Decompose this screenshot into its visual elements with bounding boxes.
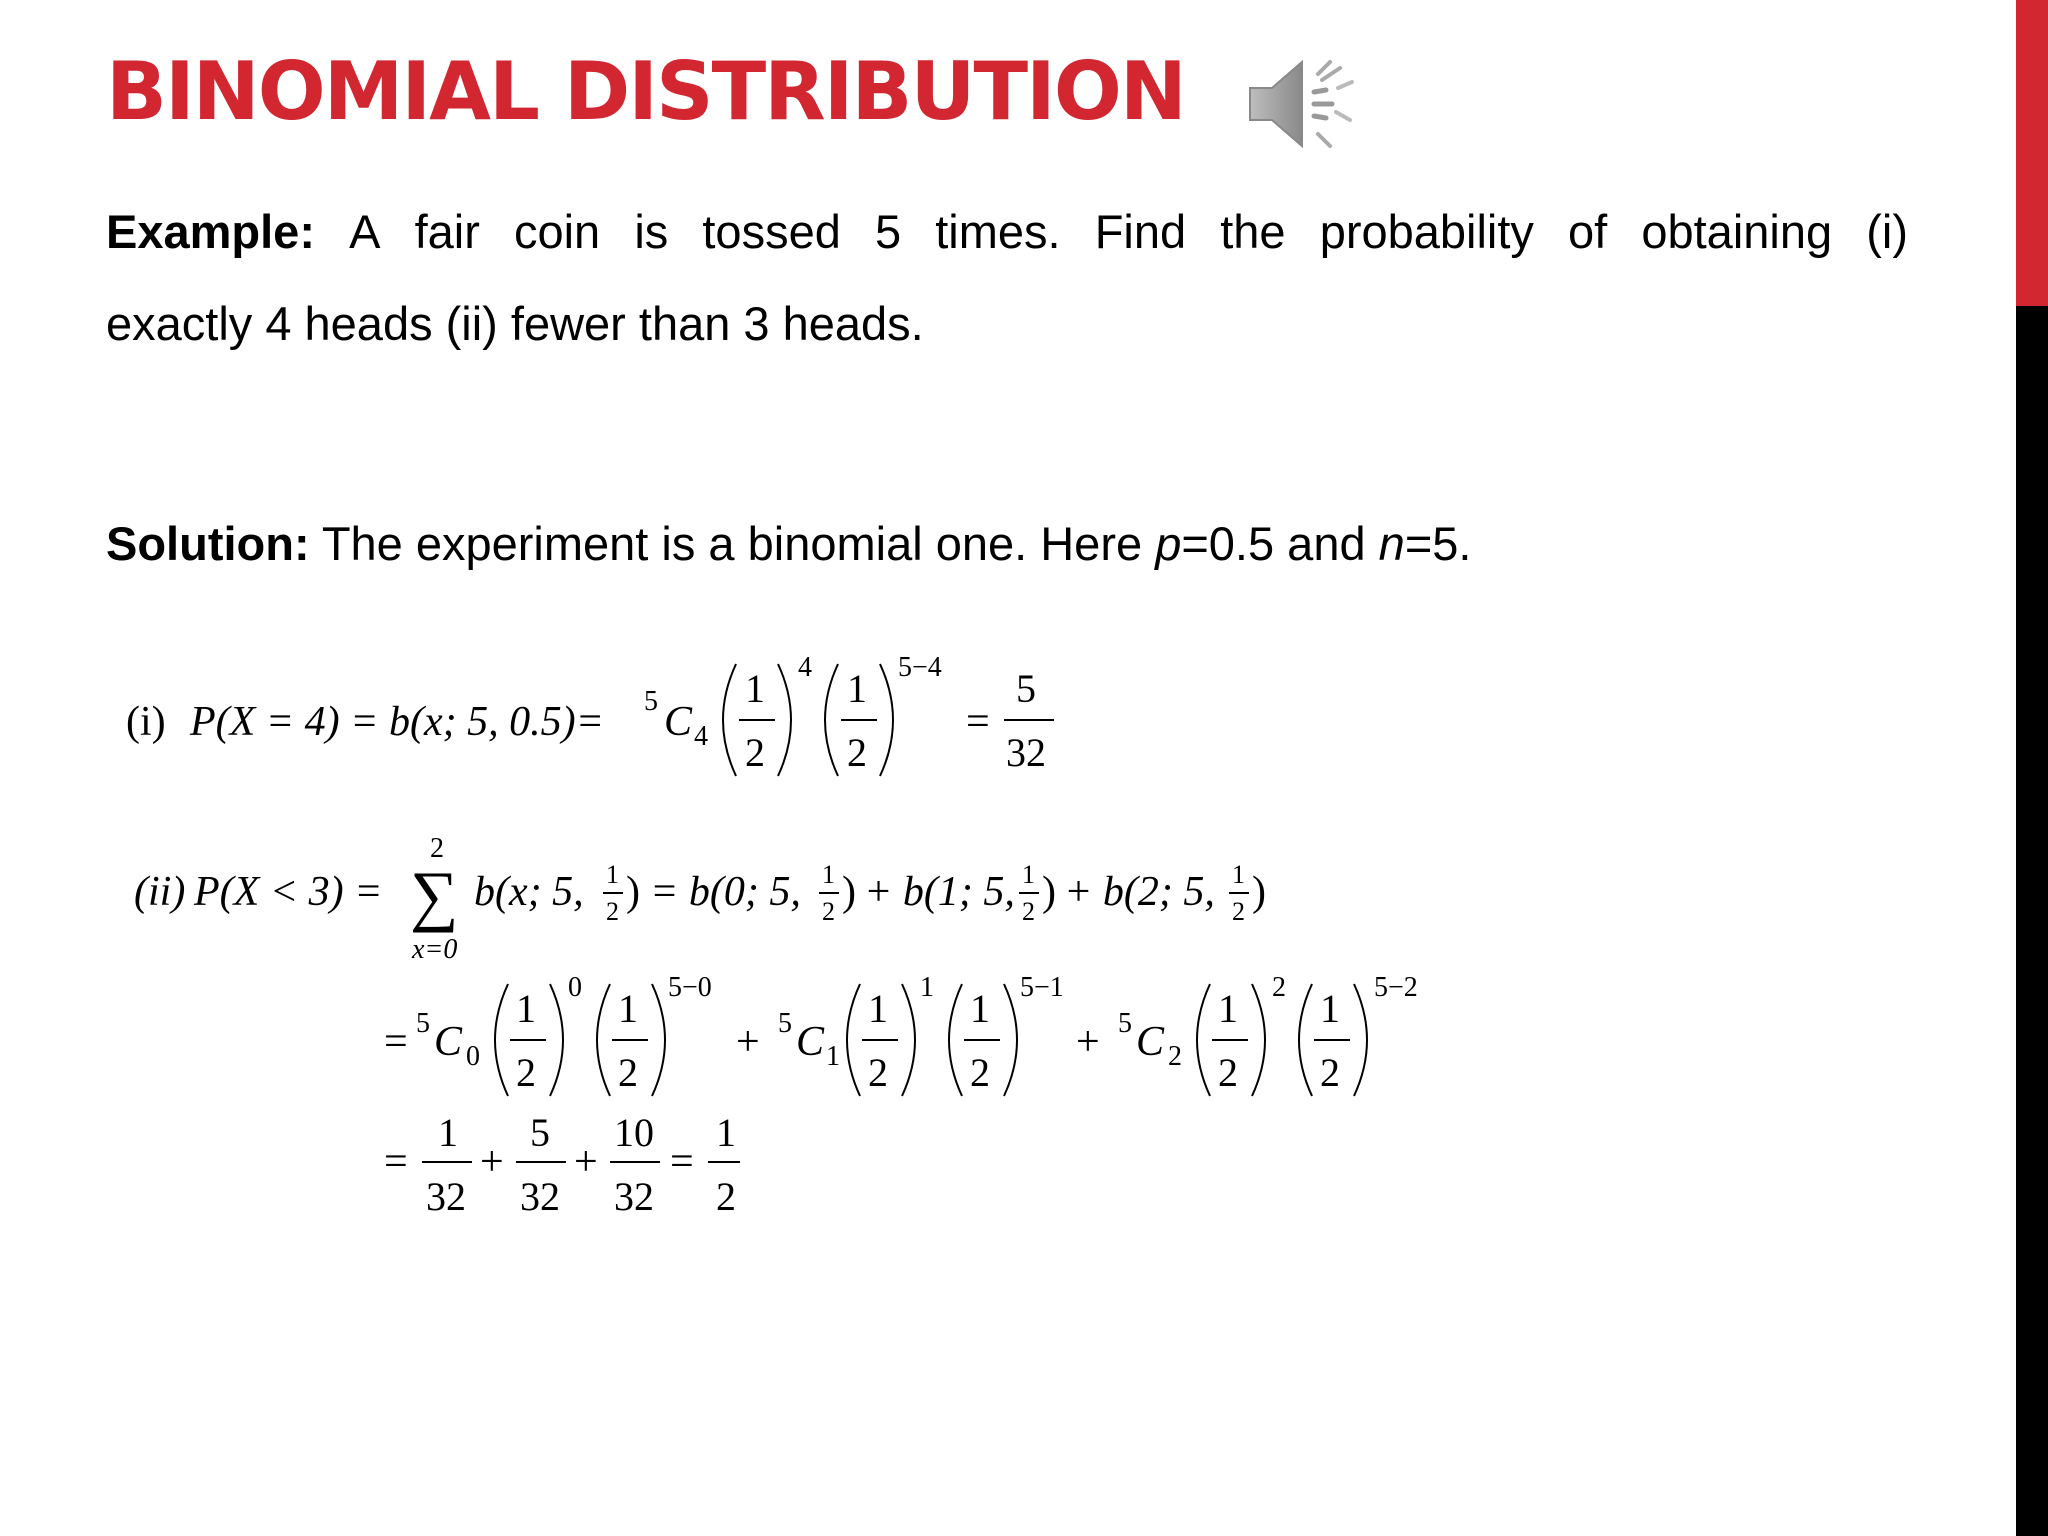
- half-den: 2: [618, 1050, 638, 1095]
- half-num: 1: [868, 986, 888, 1031]
- left-paren: [825, 664, 838, 776]
- left-paren: [495, 984, 508, 1096]
- right-paren: [1252, 984, 1265, 1096]
- half-num: 1: [1320, 986, 1340, 1031]
- eq1-frac1-num: 1: [745, 666, 765, 711]
- example-word: (i): [1866, 205, 1908, 258]
- example-word: Find: [1094, 205, 1187, 258]
- close-paren: ): [1042, 869, 1056, 915]
- eq1-exp1: 4: [798, 652, 812, 683]
- comb-k: 0: [466, 1041, 480, 1072]
- eq2-term-3: + b(2; 5,: [1064, 869, 1215, 915]
- p-value: =0.5: [1181, 517, 1275, 570]
- exp-1: 0: [568, 972, 582, 1003]
- final-den: 2: [716, 1174, 736, 1219]
- half-num: 1: [822, 860, 835, 889]
- half-num: 1: [606, 860, 619, 889]
- eq1-result-num: 5: [1016, 666, 1036, 711]
- n-value: =5.: [1404, 517, 1472, 570]
- example-word: the: [1220, 205, 1286, 258]
- solution-body: The experiment is a binomial one. Here: [309, 517, 1156, 570]
- eq1-comb-k: 4: [694, 721, 708, 752]
- example-word: probability: [1319, 205, 1534, 258]
- final-den: 32: [614, 1174, 654, 1219]
- right-paren: [652, 984, 665, 1096]
- comb-k: 1: [826, 1041, 840, 1072]
- example-word: 5: [874, 205, 902, 258]
- final-op: =: [670, 1139, 694, 1185]
- and-text: and: [1274, 517, 1379, 570]
- half-num: 1: [1232, 860, 1245, 889]
- equation-ii-expansion: [384, 972, 1418, 1096]
- half-den: 2: [868, 1050, 888, 1095]
- final-den: 32: [426, 1174, 466, 1219]
- left-paren: [847, 984, 860, 1096]
- p-variable: p: [1155, 517, 1182, 570]
- half-num: 1: [1218, 986, 1238, 1031]
- half-den: 2: [1022, 897, 1035, 926]
- n-variable: n: [1378, 517, 1405, 570]
- half-num: 1: [618, 986, 638, 1031]
- example-word: obtaining: [1641, 205, 1833, 258]
- final-lead: =: [384, 1139, 408, 1185]
- half-den: 2: [516, 1050, 536, 1095]
- equation-i: [126, 652, 1054, 776]
- comb-c: C: [1136, 1019, 1165, 1065]
- equation-ii: [134, 833, 1266, 965]
- eq2-label: (ii): [134, 869, 186, 915]
- eq2-term-1: = b(0; 5,: [650, 869, 801, 915]
- right-paren: [902, 984, 915, 1096]
- final-op: +: [480, 1139, 504, 1185]
- example-label: Example:: [106, 205, 315, 258]
- left-paren: [597, 984, 610, 1096]
- eq2-lhs: P(X < 3) =: [194, 869, 383, 915]
- eq1-lhs: P(X = 4) = b(x; 5, 0.5)=: [190, 699, 604, 745]
- eq1-equals: =: [966, 699, 990, 745]
- comb-k: 2: [1168, 1041, 1182, 1072]
- right-paren: [880, 664, 893, 776]
- eq1-exp2: 5−4: [898, 652, 942, 683]
- exp-2: 5−0: [668, 972, 712, 1003]
- eq1-label: (i): [126, 699, 166, 745]
- eq1-frac2-den: 2: [847, 730, 867, 775]
- right-paren: [1354, 984, 1367, 1096]
- comb-c: C: [796, 1019, 825, 1065]
- example-word: tossed: [702, 205, 841, 258]
- final-den: 32: [520, 1174, 560, 1219]
- eq2-term-0: b(x; 5,: [474, 869, 584, 915]
- example-word: of: [1568, 205, 1608, 258]
- comb-c: C: [434, 1019, 463, 1065]
- solution-label: Solution:: [106, 517, 310, 570]
- half-num: 1: [516, 986, 536, 1031]
- exp-2: 5−2: [1374, 972, 1418, 1003]
- eq2-term-2: + b(1; 5,: [864, 869, 1015, 915]
- half-num: 1: [1022, 860, 1035, 889]
- half-num: 1: [970, 986, 990, 1031]
- expansion-lead: =: [384, 1019, 408, 1065]
- final-num: 10: [614, 1110, 654, 1155]
- half-den: 2: [970, 1050, 990, 1095]
- exp-1: 1: [920, 972, 934, 1003]
- eq1-comb-c: C: [664, 699, 693, 745]
- eq1-frac2-num: 1: [847, 666, 867, 711]
- example-word: A: [349, 205, 381, 258]
- final-num: 5: [530, 1110, 550, 1155]
- exp-1: 2: [1272, 972, 1286, 1003]
- left-paren: [949, 984, 962, 1096]
- comb-n: 5: [416, 1008, 430, 1039]
- final-op: +: [574, 1139, 598, 1185]
- exp-2: 5−1: [1020, 972, 1064, 1003]
- example-word: is: [634, 205, 669, 258]
- comb-n: 5: [1118, 1008, 1132, 1039]
- example-word: times.: [935, 205, 1061, 258]
- example-word: coin: [513, 205, 601, 258]
- right-paren: [1004, 984, 1017, 1096]
- half-den: 2: [1232, 897, 1245, 926]
- final-num: 1: [716, 1110, 736, 1155]
- close-paren: ): [626, 869, 640, 915]
- eq2-sum-lower: x=0: [412, 934, 458, 965]
- slide-title: BINOMIAL DISTRIBUTION: [106, 45, 1185, 138]
- example-line-2: exactly 4 heads (ii) fewer than 3 heads.: [106, 297, 924, 350]
- left-paren: [1299, 984, 1312, 1096]
- eq2-sum-upper: 2: [430, 833, 444, 864]
- eq1-comb-n: 5: [644, 686, 658, 717]
- expansion-lead: +: [1076, 1019, 1100, 1065]
- eq1-frac1-den: 2: [745, 730, 765, 775]
- close-paren: ): [842, 869, 856, 915]
- right-paren: [778, 664, 791, 776]
- half-den: 2: [1320, 1050, 1340, 1095]
- eq1-result-den: 32: [1006, 730, 1046, 775]
- example-word: fair: [414, 205, 480, 258]
- left-paren: [723, 664, 736, 776]
- sum-symbol: ∑: [410, 857, 459, 933]
- half-den: 2: [606, 897, 619, 926]
- equation-ii-final: [384, 1110, 740, 1219]
- comb-n: 5: [778, 1008, 792, 1039]
- half-den: 2: [822, 897, 835, 926]
- right-paren: [550, 984, 563, 1096]
- close-paren: ): [1252, 869, 1266, 915]
- expansion-lead: +: [736, 1019, 760, 1065]
- half-den: 2: [1218, 1050, 1238, 1095]
- final-num: 1: [438, 1110, 458, 1155]
- left-paren: [1197, 984, 1210, 1096]
